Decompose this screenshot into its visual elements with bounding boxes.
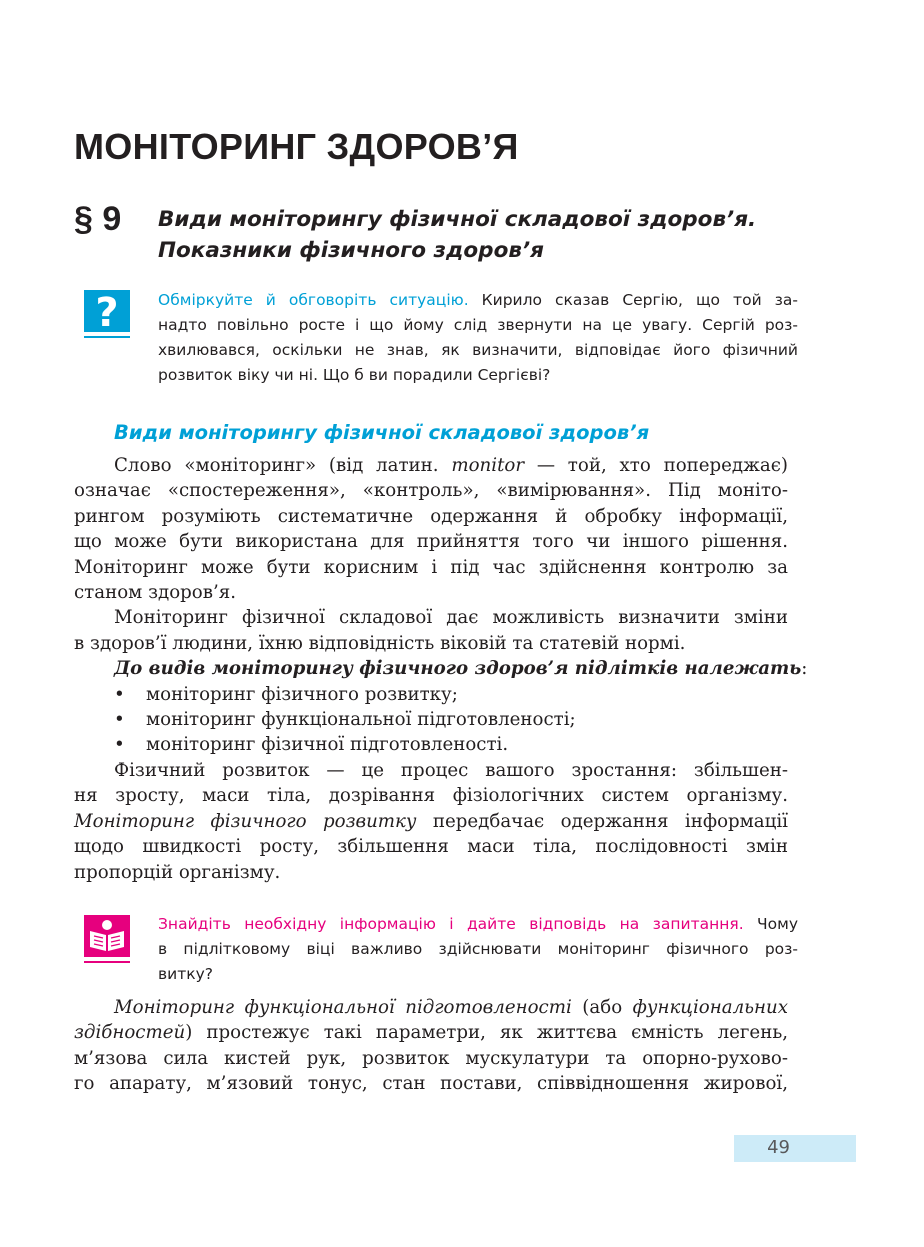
page-number-box bbox=[734, 1135, 856, 1162]
text-span: ) простежує такі параметри, як життєва ємність легень, bbox=[185, 1022, 788, 1044]
bullet-dot: • bbox=[114, 683, 125, 705]
subheading: Види моніторингу фізичної складової здоров’я bbox=[114, 421, 650, 444]
task-line bbox=[158, 912, 798, 937]
section-title bbox=[158, 204, 858, 266]
list-item bbox=[74, 707, 788, 732]
text-line: м’язова сила кистей рук, розвиток мускулатури та опорно-рухово- bbox=[74, 1047, 788, 1069]
text-line bbox=[74, 1020, 788, 1045]
svg-text:?: ? bbox=[95, 290, 119, 336]
italic-term: Моніторинг функціональної підготовленості bbox=[114, 997, 572, 1018]
discussion-line bbox=[158, 288, 798, 313]
text-line: що може бути використана для прийняття того чи іншого рішення. bbox=[74, 531, 788, 553]
discussion-text: Кирило сказав Сергію, що той за- bbox=[468, 291, 798, 309]
task-prompt: Знайдіть необхідну інформацію і дайте відповідь на запитання. bbox=[158, 915, 744, 933]
text-span: Слово «моніторинг» (від латин. bbox=[114, 455, 452, 476]
book-reader-icon bbox=[84, 915, 130, 965]
list-intro-colon: : bbox=[801, 658, 808, 680]
discussion-box bbox=[158, 288, 798, 388]
text-line: щодо швидкості росту, збільшення маси тіла, послідовності змін bbox=[74, 836, 788, 858]
section-title-line: Види моніторингу фізичної складової здоров’я. bbox=[158, 207, 757, 232]
list-intro bbox=[74, 656, 808, 681]
text-line bbox=[74, 995, 788, 1020]
discussion-prompt: Обміркуйте й обговоріть ситуацію. bbox=[158, 291, 469, 309]
italic-term: функціональних bbox=[632, 997, 789, 1018]
text-line: Моніторинг фізичної складової дає можливість визначити зміни bbox=[114, 607, 788, 629]
task-text: Чому bbox=[743, 915, 798, 933]
chapter-title: МОНІТОРИНГ ЗДОРОВ’Я bbox=[74, 126, 519, 167]
text-line: го апарату, м’язовий тонус, стан постави, співвідношення жирової, bbox=[74, 1073, 788, 1095]
section-number: § 9 bbox=[74, 200, 122, 238]
discussion-line: розвиток віку чи ні. Що б ви порадили Сергієві? bbox=[158, 366, 551, 384]
italic-term: Моніторинг фізичного розвитку bbox=[74, 810, 417, 832]
text-line: в здоров’ї людини, їхню відповідність віковій та статевій нормі. bbox=[74, 632, 686, 654]
text-line: станом здоров’я. bbox=[74, 582, 237, 604]
page-number: 49 bbox=[767, 1137, 790, 1158]
text-line bbox=[74, 809, 788, 834]
text-span: (або bbox=[571, 997, 633, 1018]
list-item-text: моніторинг фізичної підготовленості. bbox=[146, 734, 509, 756]
text-line: Фізичний розвиток — це процес вашого зростання: збільшен- bbox=[114, 759, 788, 781]
discussion-line: надто повільно росте і що йому слід звернути на це увагу. Сергій роз- bbox=[158, 316, 798, 334]
list-item-text: моніторинг фізичного розвитку; bbox=[146, 683, 458, 705]
text-line: ня зросту, маси тіла, дозрівання фізіологічних систем організму. bbox=[74, 785, 788, 807]
bullet-dot: • bbox=[114, 709, 125, 731]
list-item bbox=[74, 682, 788, 707]
text-span: передбачає одержання інформації bbox=[416, 810, 788, 832]
discussion-line: хвилювався, оскільки не знав, як визначити, відповідає його фізичний bbox=[158, 341, 798, 359]
list-intro-text: До видів моніторингу фізичного здоров’я підлітків належать bbox=[114, 658, 802, 680]
text-line: рингом розуміють систематичне одержання й обробку інформації, bbox=[74, 505, 788, 527]
bullet-dot: • bbox=[114, 734, 125, 756]
body-text bbox=[74, 453, 808, 885]
section-title-line: Показники фізичного здоров’я bbox=[158, 238, 544, 263]
task-line: витку? bbox=[158, 965, 213, 983]
text-line bbox=[74, 453, 788, 478]
question-icon bbox=[84, 290, 130, 340]
text-span: — той, хто попереджає) bbox=[524, 455, 788, 476]
latin-word: monitor bbox=[451, 455, 525, 476]
body-text-continued bbox=[74, 995, 788, 1097]
text-line: пропорцій організму. bbox=[74, 861, 281, 883]
text-line: Моніторинг може бути корисним і під час здійснення контролю за bbox=[74, 556, 788, 578]
italic-term: здібностей bbox=[74, 1022, 186, 1044]
task-box bbox=[158, 912, 798, 987]
text-line: означає «спостереження», «контроль», «вимірювання». Під моніто- bbox=[74, 480, 788, 502]
list-item-text: моніторинг функціональної підготовленості; bbox=[146, 709, 576, 731]
list-item bbox=[74, 732, 788, 757]
task-line: в підлітковому віці важливо здійснювати моніторинг фізичного роз- bbox=[158, 940, 798, 958]
